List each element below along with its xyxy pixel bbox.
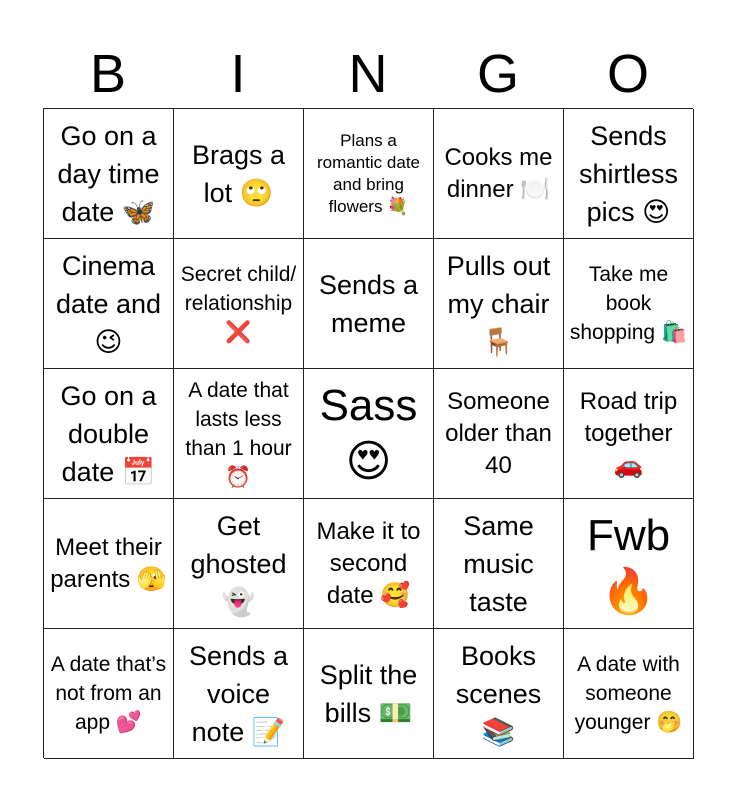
bingo-cell-r1-c5[interactable] (564, 109, 694, 239)
bingo-cell-label: Pulls out my chair 🪑 (446, 250, 551, 357)
header-letter-i: I (230, 44, 246, 104)
bingo-cell-label: A date that’s not from an app 💕 (50, 653, 167, 734)
bingo-cell-label: A date with someone younger 🤭 (574, 653, 683, 734)
bingo-header (43, 40, 693, 108)
bingo-cell-r1-c1[interactable] (44, 109, 174, 239)
bingo-cell-label: Sends a voice note 📝 (188, 640, 289, 747)
bingo-cell-label: Go on a day time date 🦋 (57, 120, 160, 227)
bingo-cell-r3-c2[interactable] (174, 369, 304, 499)
bingo-cell-r2-c4[interactable] (434, 239, 564, 369)
bingo-cell-r4-c3[interactable] (304, 499, 434, 629)
bingo-cell-r3-c3[interactable] (304, 369, 434, 499)
bingo-cell-r3-c5[interactable] (564, 369, 694, 499)
bingo-cell-r2-c1[interactable] (44, 239, 174, 369)
bingo-cell-label: Fwb 🔥 (586, 510, 671, 616)
header-letter-g: G (476, 44, 519, 104)
bingo-cell-r3-c1[interactable] (44, 369, 174, 499)
bingo-cell-r2-c5[interactable] (564, 239, 694, 369)
bingo-cell-r5-c5[interactable] (564, 629, 694, 759)
bingo-cell-label: Get ghosted 👻 (190, 510, 287, 617)
bingo-cell-r4-c4[interactable] (434, 499, 564, 629)
bingo-cell-label: A date that lasts less than 1 hour ⏰ (185, 378, 292, 489)
bingo-cell-r1-c3[interactable] (304, 109, 434, 239)
bingo-cell-label: Take me book shopping 🛍️ (569, 263, 688, 344)
bingo-cell-label: Road trip together 🚗 (579, 387, 678, 479)
bingo-cell-r1-c4[interactable] (434, 109, 564, 239)
bingo-cell-label: Go on a double date 📅 (60, 380, 157, 487)
bingo-cell-r2-c2[interactable] (174, 239, 304, 369)
header-letter-n: N (348, 44, 388, 104)
bingo-cell-r4-c5[interactable] (564, 499, 694, 629)
bingo-cell-r5-c4[interactable] (434, 629, 564, 759)
bingo-cell-label: Cooks me dinner 🍽️ (444, 143, 553, 203)
bingo-cell-r3-c4[interactable] (434, 369, 564, 499)
bingo-board (43, 108, 693, 758)
bingo-cell-label: Sends a meme (318, 269, 419, 338)
bingo-cell-label: Cinema date and 😉 (55, 250, 162, 357)
bingo-cell-label: Same music taste (463, 510, 534, 617)
bingo-cell-label: Books scenes 📚 (455, 640, 542, 747)
bingo-cell-r2-c3[interactable] (304, 239, 434, 369)
bingo-cell-r4-c2[interactable] (174, 499, 304, 629)
bingo-cell-label: Secret child/ relationship ❌ (180, 263, 297, 344)
bingo-cell-r5-c3[interactable] (304, 629, 434, 759)
bingo-cell-label: Split the bills 💵 (319, 659, 418, 728)
bingo-cell-label: Sass 😍 (319, 380, 418, 486)
header-letter-o: O (606, 44, 649, 104)
bingo-cell-label: Sends shirtless pics 😍 (578, 120, 679, 227)
bingo-cell-label: Plans a romantic date and bring flowers 💐 (317, 130, 420, 216)
header-letter-b: B (89, 44, 127, 104)
bingo-cell-r5-c2[interactable] (174, 629, 304, 759)
bingo-cell-label: Make it to second date 🥰 (316, 517, 421, 609)
bingo-cell-label: Someone older than 40 (445, 387, 552, 479)
bingo-cell-label: Meet their parents 🫣 (50, 533, 167, 593)
bingo-cell-r1-c2[interactable] (174, 109, 304, 239)
bingo-cell-r5-c1[interactable] (44, 629, 174, 759)
bingo-cell-label: Brags a lot 🙄 (191, 139, 286, 208)
bingo-cell-r4-c1[interactable] (44, 499, 174, 629)
